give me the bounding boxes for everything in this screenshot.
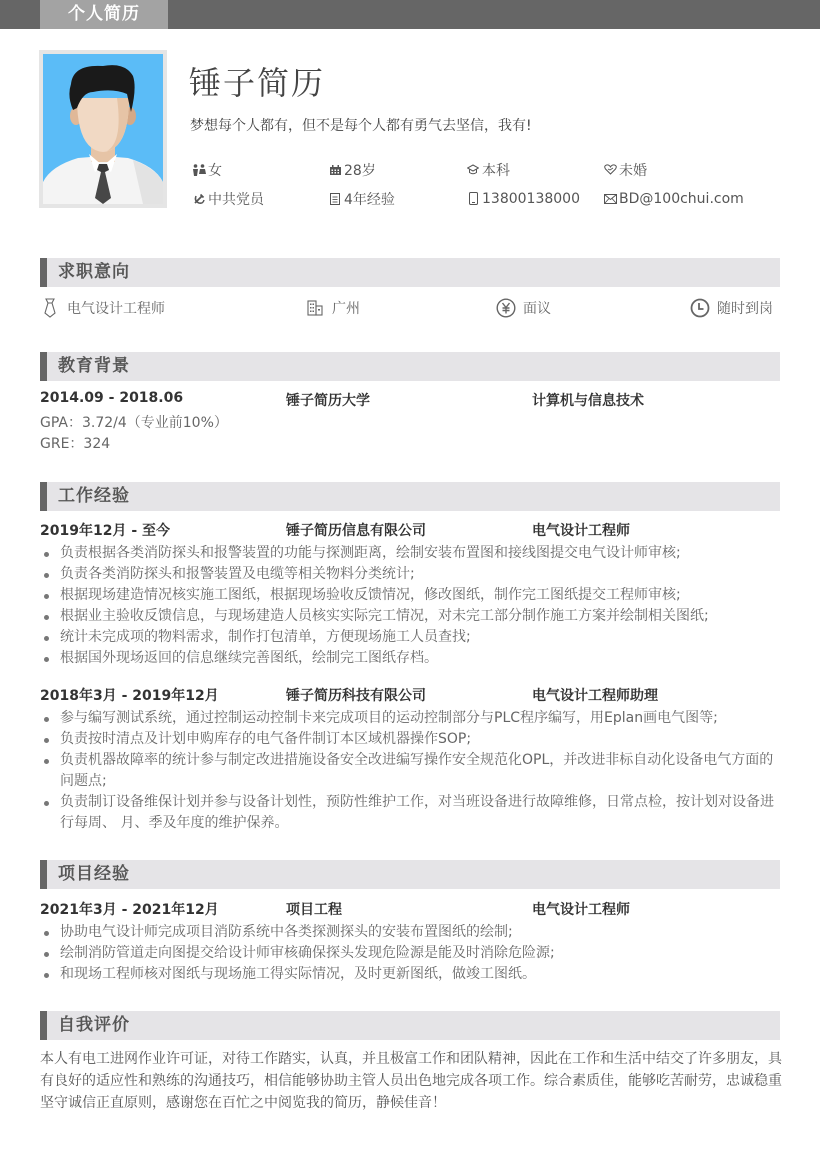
intent-availability: 随时到岗 — [690, 298, 773, 318]
list-item: 根据现场建造情况核实施工图纸，根据现场验收反馈情况，修改图纸，制作完工图纸提交工程师审核; — [40, 585, 785, 606]
graduation-cap-icon — [466, 163, 480, 177]
project-entry-header — [40, 899, 780, 919]
section-title: 项目经验 — [58, 864, 130, 884]
work-company: 锤子简历信息有限公司 — [286, 523, 426, 539]
basic-info — [192, 155, 792, 213]
section-accent-bar — [40, 1011, 47, 1040]
info-degree: 本科 — [466, 160, 603, 180]
project-role: 电气设计工程师 — [532, 902, 630, 918]
info-marital: 未婚 — [603, 160, 783, 180]
list-item: 参与编写测试系统，通过控制运动控制卡来完成项目的运动控制部分与PLC程序编写，用Eplan画电气图等; — [40, 708, 785, 729]
section-header-intent — [40, 258, 780, 287]
work-duties-list — [40, 708, 785, 834]
list-item: 和现场工程师核对图纸与现场施工得实际情况，及时更新图纸，做竣工图纸。 — [40, 964, 785, 985]
info-age: 28岁 — [328, 160, 466, 180]
list-item: 负责按时清点及计划申购库存的电气备件制订本区域机器操作SOP; — [40, 729, 785, 750]
section-accent-bar — [40, 860, 47, 889]
info-experience: 4年经验 — [328, 189, 466, 209]
avatar — [43, 54, 163, 204]
section-accent-bar — [40, 258, 47, 287]
avatar-frame — [39, 50, 167, 208]
education-details — [40, 413, 228, 455]
info-email: BD@100chui.com — [603, 191, 783, 207]
education-gre: GRE：324 — [40, 436, 111, 452]
list-item: 根据业主验收反馈信息，与现场建造人员核实实际完工情况，对未完工部分制作施工方案并绘制相关图纸; — [40, 606, 785, 627]
intent-city: 广州 — [305, 298, 360, 318]
resume-tab: 个人简历 — [40, 0, 168, 29]
work-company: 锤子简历科技有限公司 — [286, 688, 426, 704]
motto: 梦想每个人都有，但不是每个人都有勇气去坚信，我有! — [190, 118, 532, 134]
project-duties-list — [40, 922, 785, 985]
info-gender: 女 — [192, 160, 328, 180]
section-title: 工作经验 — [58, 486, 130, 506]
list-item: 负责机器故障率的统计参与制定改进措施设备安全改进编写操作安全规范化OPL，并改进非标自动化设备电气方面的问题点; — [40, 750, 785, 792]
project-period: 2021年3月 - 2021年12月 — [40, 902, 219, 918]
section-accent-bar — [40, 482, 47, 511]
section-header-projects — [40, 860, 780, 889]
candidate-name: 锤子简历 — [189, 64, 326, 102]
mail-icon — [603, 192, 617, 206]
work-period: 2019年12月 - 至今 — [40, 523, 171, 539]
section-header-work — [40, 482, 780, 511]
phone-icon — [466, 192, 480, 206]
section-header-education — [40, 352, 780, 381]
info-political: 中共党员 — [192, 189, 328, 209]
work-entry-header — [40, 685, 780, 705]
project-name: 项目工程 — [286, 902, 342, 918]
top-bar — [0, 0, 820, 29]
heart-icon — [603, 163, 617, 177]
section-title: 自我评价 — [58, 1015, 130, 1035]
calendar-icon — [328, 163, 342, 177]
self-evaluation-text: 本人有电工进网作业许可证，对待工作踏实，认真，并且极富工作和团队精神，因此在工作和生活中结交了许多朋友，具有良好的适应性和熟练的沟通技巧，相信能够协助主管人员出色地完成各项工作。综合素质佳，能够吃苦耐劳，忠诚稳重坚守诚信正直原则，感谢您在百忙之中阅览我的简历，静候佳音！ — [40, 1051, 782, 1111]
intent-salary: 面议 — [496, 298, 551, 318]
education-major: 计算机与信息技术 — [532, 393, 644, 409]
section-accent-bar — [40, 352, 47, 381]
building-icon — [305, 298, 325, 318]
section-header-self-evaluation — [40, 1011, 780, 1040]
document-icon — [328, 192, 342, 206]
work-position: 电气设计工程师 — [532, 523, 630, 539]
job-intent-row — [40, 298, 780, 322]
person-silhouette-icon — [43, 54, 163, 204]
work-duties-list — [40, 543, 785, 669]
list-item: 根据国外现场返回的信息继续完善图纸，绘制完工图纸存档。 — [40, 648, 785, 669]
list-item: 协助电气设计师完成项目消防系统中各类探测探头的安装布置图纸的绘制; — [40, 922, 785, 943]
party-emblem-icon — [192, 192, 206, 206]
tie-icon — [40, 298, 60, 318]
list-item: 统计未完成项的物料需求，制作打包清单，方便现场施工人员查找; — [40, 627, 785, 648]
intent-position: 电气设计工程师 — [40, 298, 165, 318]
clock-icon — [690, 298, 710, 318]
list-item: 负责根据各类消防探头和报警装置的功能与探测距离，绘制安装布置图和接线图提交电气设计师审核; — [40, 543, 785, 564]
list-item: 绘制消防管道走向图提交给设计师审核确保探头发现危险源是能及时消除危险源; — [40, 943, 785, 964]
education-entry-header — [40, 390, 780, 410]
work-position: 电气设计工程师助理 — [532, 688, 658, 704]
work-entry-header — [40, 520, 780, 540]
education-gpa: GPA：3.72/4（专业前10%） — [40, 415, 228, 431]
section-title: 教育背景 — [58, 356, 130, 376]
education-school: 锤子简历大学 — [286, 393, 370, 409]
info-phone: 13800138000 — [466, 191, 603, 207]
gender-icon — [192, 163, 206, 177]
list-item: 负责各类消防探头和报警装置及电缆等相关物料分类统计; — [40, 564, 785, 585]
education-period: 2014.09 - 2018.06 — [40, 390, 184, 406]
section-title: 求职意向 — [58, 262, 130, 282]
yuan-icon — [496, 298, 516, 318]
list-item: 负责制订设备维保计划并参与设备计划性，预防性维护工作，对当班设备进行故障维修，日常点检，按计划对设备进行每周、 月、季及年度的维护保养。 — [40, 792, 785, 834]
work-period: 2018年3月 - 2019年12月 — [40, 688, 219, 704]
